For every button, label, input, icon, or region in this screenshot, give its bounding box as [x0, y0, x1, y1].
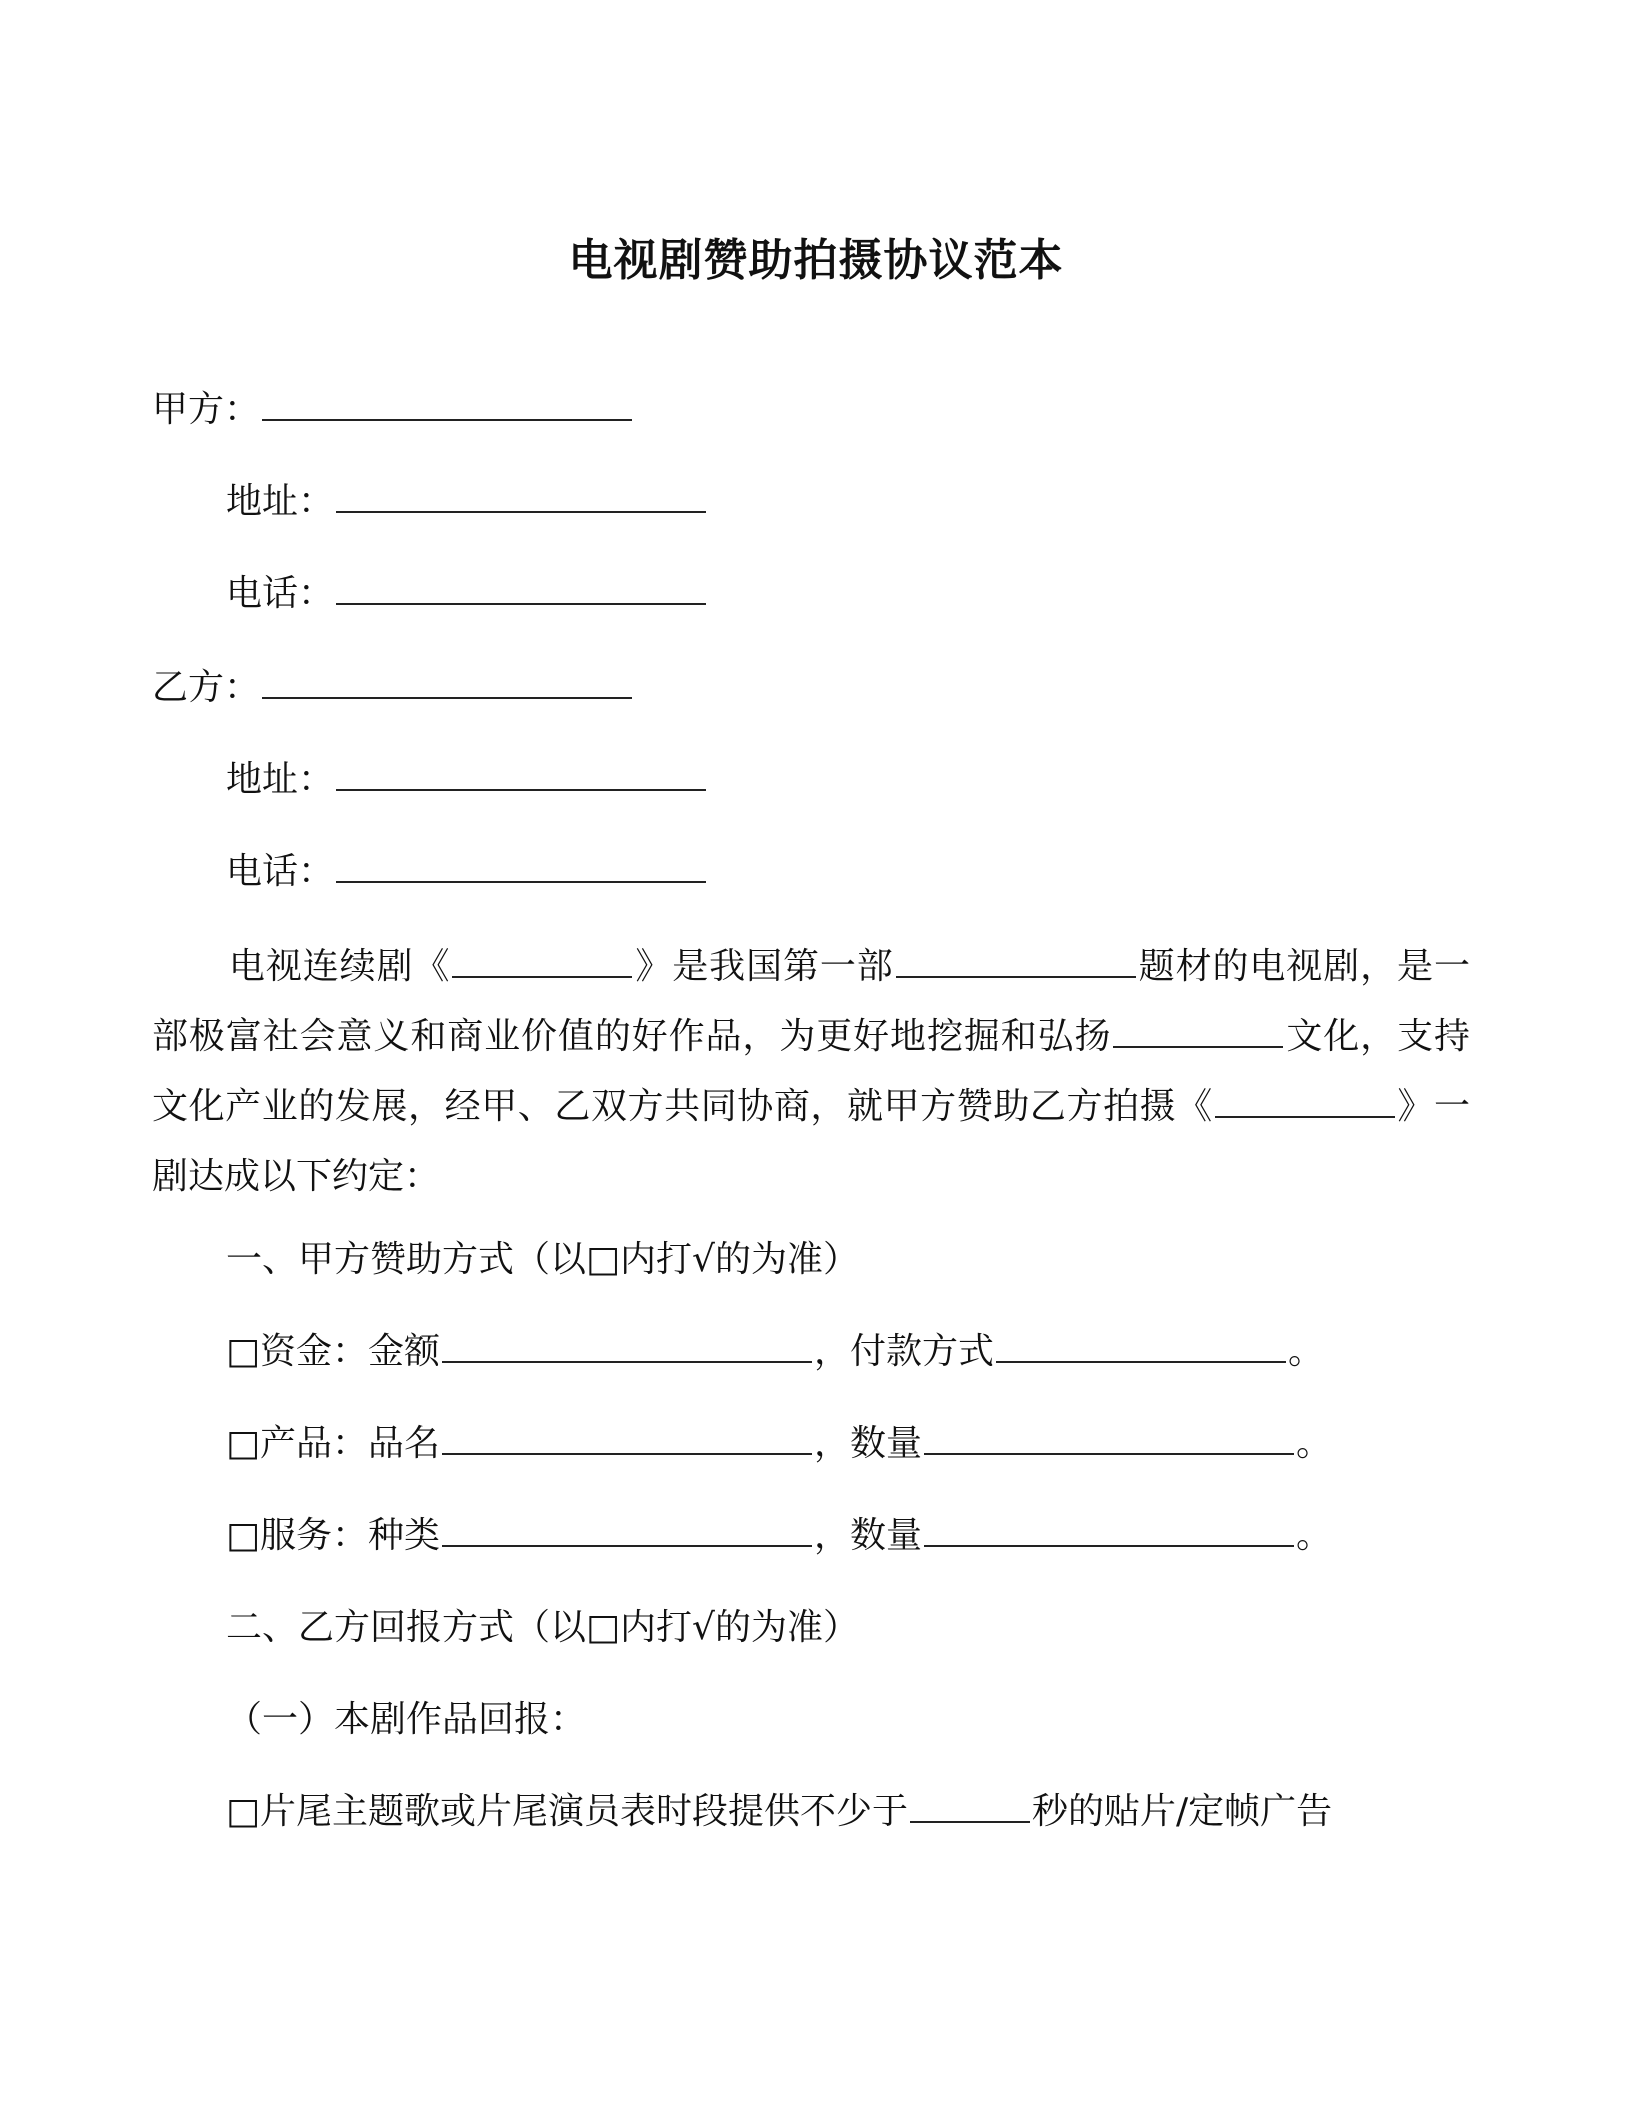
party-b-phone-blank[interactable] [336, 851, 706, 883]
credits-ad-item [226, 1788, 1332, 1836]
culture-blank[interactable] [1113, 1016, 1283, 1048]
service-quantity-blank[interactable] [924, 1515, 1294, 1547]
drama-title-blank-2[interactable] [1215, 1086, 1395, 1118]
product-quantity-label: ，数量 [814, 1423, 923, 1464]
section2-subheading: （一）本剧作品回报： [226, 1699, 587, 1740]
service-item [226, 1512, 1332, 1560]
intro-text-5: 》一剧达成以下约定： [152, 1086, 1470, 1197]
payment-method-blank[interactable] [996, 1331, 1286, 1363]
party-b-address-line [226, 756, 708, 804]
intro-paragraph [152, 932, 1470, 1212]
drama-title-blank[interactable] [452, 946, 632, 978]
party-b-address-label: 地址： [226, 759, 335, 800]
service-checkbox-label[interactable]: □服务：种类 [226, 1515, 441, 1556]
credits-ad-text: 秒的贴片/定帧广告 [1032, 1791, 1333, 1832]
period: 。 [1296, 1515, 1333, 1556]
party-b-blank[interactable] [262, 667, 632, 699]
funding-amount-blank[interactable] [442, 1331, 812, 1363]
document-title: 电视剧赞助拍摄协议范本 [568, 235, 1064, 286]
intro-text-4: 文化，支持文化产业的发展，经甲、乙双方共同协商，就甲方赞助乙方拍摄《 [152, 1016, 1470, 1127]
ad-seconds-blank[interactable] [910, 1791, 1030, 1823]
party-a-phone-line [226, 570, 708, 618]
service-quantity-label: ，数量 [814, 1515, 923, 1556]
product-quantity-blank[interactable] [924, 1423, 1294, 1455]
party-a-address-line [226, 478, 708, 526]
funding-checkbox-label[interactable]: □资金：金额 [226, 1331, 441, 1372]
intro-text-1: 电视连续剧《 [228, 946, 451, 987]
period: 。 [1288, 1331, 1325, 1372]
party-b-address-blank[interactable] [336, 759, 706, 791]
section1-heading: 一、甲方赞助方式（以□内打√的为准） [226, 1239, 859, 1280]
product-item [226, 1420, 1332, 1468]
party-a-line [152, 386, 634, 434]
party-a-address-blank[interactable] [336, 481, 706, 513]
subject-blank[interactable] [896, 946, 1136, 978]
service-type-blank[interactable] [442, 1515, 812, 1547]
section2-heading: 二、乙方回报方式（以□内打√的为准） [226, 1607, 859, 1648]
party-a-address-label: 地址： [226, 481, 335, 522]
period: 。 [1296, 1423, 1333, 1464]
party-a-label: 甲方： [152, 389, 261, 430]
funding-item [226, 1328, 1324, 1376]
party-a-blank[interactable] [262, 389, 632, 421]
party-b-label: 乙方： [152, 667, 261, 708]
party-a-phone-blank[interactable] [336, 573, 706, 605]
party-b-phone-line [226, 848, 708, 896]
product-checkbox-label[interactable]: □产品：品名 [226, 1423, 441, 1464]
credits-ad-checkbox-label[interactable]: □片尾主题歌或片尾演员表时段提供不少于 [226, 1791, 909, 1832]
intro-text-3: 题材的电视剧，是一部极富社会意义和商业价值的好作品，为更好地挖掘和弘扬 [152, 946, 1470, 1057]
intro-text-2: 》是我国第一部 [634, 946, 894, 987]
party-b-phone-label: 电话： [226, 851, 335, 892]
party-a-phone-label: 电话： [226, 573, 335, 614]
product-name-blank[interactable] [442, 1423, 812, 1455]
party-b-line [152, 664, 634, 712]
payment-method-label: ，付款方式 [814, 1331, 995, 1372]
